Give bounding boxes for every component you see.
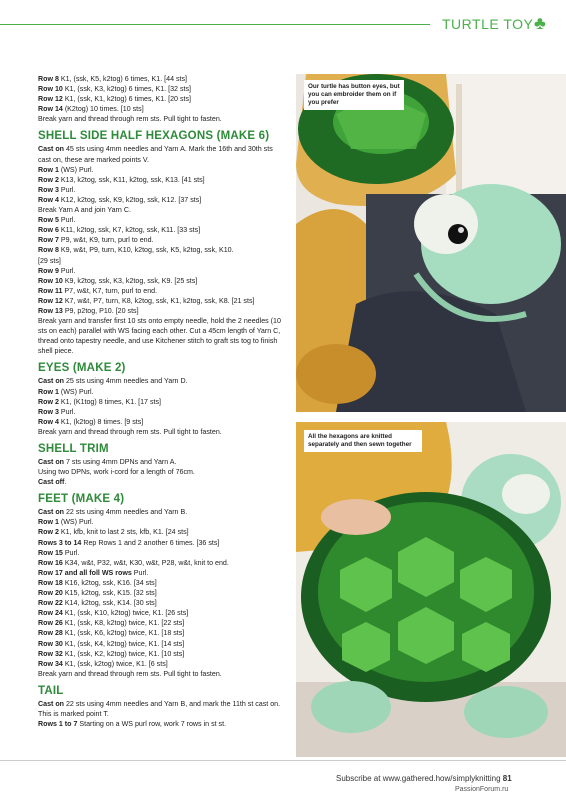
page-header [0, 0, 566, 62]
pattern-row: Row 24 K1, (ssk, K10, k2tog) twice, K1. [26 sts] [38, 609, 189, 618]
pattern-note: Break yarn and thread through rem sts. Pull tight to fasten. [38, 427, 222, 436]
section-title: TURTLE TOY [442, 16, 534, 32]
pattern-row: Row 15 Purl. [38, 548, 80, 557]
pattern-row: Row 9 Purl. [38, 266, 76, 275]
pattern-row: Row 11 P7, w&t, K7, turn, purl to end. [38, 286, 158, 295]
photo-caption: Our turtle has button eyes, but you can embroider them on if you prefer [304, 80, 404, 110]
pattern-row: Rows 1 to 7 Starting on a WS purl row, work 7 rows in st st. [38, 720, 227, 729]
header-rule [0, 24, 430, 25]
shamrock-icon: ♣ [534, 13, 546, 33]
pattern-row: Row 12 K1, (ssk, K1, k2tog) 6 times, K1. [20 sts] [38, 95, 191, 104]
pattern-row: Rows 3 to 14 Rep Rows 1 and 2 another 6 times. [36 sts] [38, 538, 220, 547]
section-heading-feet: FEET (MAKE 4) [38, 493, 125, 506]
watermark: PassionForum.ru [455, 786, 509, 793]
pattern-row: Row 8 K1, (ssk, K5, k2tog) 6 times, K1. [44 sts] [38, 75, 188, 83]
page-number: 81 [502, 774, 512, 783]
photo-turtle-shell [296, 422, 566, 757]
pattern-row: Row 3 Purl. [38, 185, 76, 194]
pattern-row: Row 17 and all foll WS rows Purl. [38, 568, 149, 577]
pattern-note: Break Yarn A and join Yarn C. [38, 206, 131, 215]
footer-rule [0, 760, 566, 761]
pattern-row: Row 26 K1, (ssk, K8, k2tog) twice, K1. [22 sts] [38, 619, 185, 628]
pattern-column [38, 74, 286, 729]
pattern-row: Row 22 K14, k2tog, ssk, K14. [30 sts] [38, 599, 157, 608]
pattern-row: Cast on 7 sts using 4mm DPNs and Yarn A. [38, 458, 177, 466]
section-heading-eyes: EYES (MAKE 2) [38, 362, 126, 375]
intro-rows [38, 74, 286, 124]
page-footer [336, 774, 512, 783]
pattern-note: Break yarn and thread through rem sts. Pull tight to fasten. [38, 669, 222, 678]
subscribe-link[interactable]: Subscribe at www.gathered.how/simplyknitting [336, 774, 501, 783]
pattern-note: [29 sts] [38, 256, 61, 265]
photo-turtle-eyes [296, 74, 566, 412]
pattern-row: Row 4 K12, k2tog, ssk, K9, k2tog, ssk, K12. [37 sts] [38, 195, 202, 204]
pattern-row: Row 1 (WS) Purl. [38, 518, 94, 527]
pattern-row: Row 8 K9, w&t, P9, turn, K10, k2tog, ssk, K5, k2tog, ssk, K10. [38, 246, 234, 255]
pattern-row: Row 1 (WS) Purl. [38, 165, 94, 174]
pattern-row: Row 3 Purl. [38, 407, 76, 416]
pattern-row: Cast on 25 sts using 4mm needles and Yarn D. [38, 377, 188, 386]
pattern-row: Row 34 K1, (ssk, k2tog) twice, K1. [6 sts] [38, 659, 168, 668]
pattern-row: Row 4 K1, (k2tog) 8 times. [9 sts] [38, 417, 144, 426]
section-heading-shell: SHELL SIDE HALF HEXAGONS (MAKE 6) [38, 130, 270, 143]
pattern-row: Row 2 K1, (K1tog) 8 times, K1. [17 sts] [38, 397, 162, 406]
pattern-note: Using two DPNs, work i-cord for a length of 76cm. [38, 468, 195, 477]
pattern-row: Row 10 K1, (ssk, K3, k2tog) 6 times, K1. [32 sts] [38, 85, 191, 94]
pattern-row: Row 6 K11, k2tog, ssk, K7, k2tog, ssk, K11. [33 sts] [38, 226, 201, 235]
pattern-row: Row 18 K16, k2tog, ssk, K16. [34 sts] [38, 578, 157, 587]
pattern-row: Cast on 22 sts using 4mm needles and Yarn B. [38, 508, 188, 517]
pattern-row: Row 1 (WS) Purl. [38, 387, 94, 396]
turtle-shell-illustration [296, 422, 566, 757]
section-heading-trim: SHELL TRIM [38, 443, 109, 455]
section-heading-tail: TAIL [38, 684, 64, 697]
pattern-row: Row 32 K1, (ssk, K2, k2tog) twice, K1. [10 sts] [38, 649, 185, 658]
pattern-row: Row 10 K9, k2tog, ssk, K3, k2tog, ssk, K9. [25 sts] [38, 276, 198, 285]
pattern-note: Break yarn and thread through rem sts. Pull tight to fasten. [38, 115, 222, 124]
pattern-note: Break yarn and transfer first 10 sts onto empty needle, hold the 2 needles (10 sts on each) parallel with WS facing each other. Cut a 45cm length of Yarn C, thread onto tapestry needle, and use Kitchener stitch to graft sts tog to finish shell piece. [38, 317, 281, 356]
pattern-row: Cast off. [38, 478, 67, 487]
pattern-row: Row 5 Purl. [38, 216, 76, 225]
pattern-row: Row 7 P9, w&t, K9, turn, purl to end. [38, 236, 154, 245]
pattern-row: Row 20 K15, k2tog, ssk, K15. [32 sts] [38, 589, 157, 598]
pattern-row: Row 2 K13, k2tog, ssk, K11, k2tog, ssk, K13. [41 sts] [38, 175, 205, 184]
pattern-row: Row 13 P9, p2tog, P10. [20 sts] [38, 306, 139, 315]
photo-caption: All the hexagons are knitted separately and then sewn together [304, 430, 422, 452]
turtle-eyes-illustration [296, 74, 566, 412]
pattern-row: Row 30 K1, (ssk, K4, k2tog) twice, K1. [14 sts] [38, 639, 185, 648]
cast-on-instruction: Cast on 45 sts using 4mm needles and Yarn A. Mark the 16th and 30th sts cast on, these are marked points V. [38, 145, 273, 164]
pattern-row: Row 16 K34, w&t, P32, w&t, K30, w&t, P28, w&t, knit to end. [38, 558, 229, 567]
pattern-row: Row 14 (K2tog) 10 times. [10 sts] [38, 105, 144, 114]
pattern-row: Row 28 K1, (ssk, K6, k2tog) twice, K1. [18 sts] [38, 629, 185, 638]
pattern-row: Row 2 K1, kfb, knit to last 2 sts, kfb, K1. [24 sts] [38, 528, 189, 537]
cast-on-instruction: Cast on 22 sts using 4mm needles and Yarn B, and mark the 11th st cast on. This is marked point T. [38, 699, 281, 718]
pattern-row: Row 12 K7, w&t, P7, turn, K8, k2tog, ssk, K1, k2tog, ssk, K8. [21 sts] [38, 296, 255, 305]
